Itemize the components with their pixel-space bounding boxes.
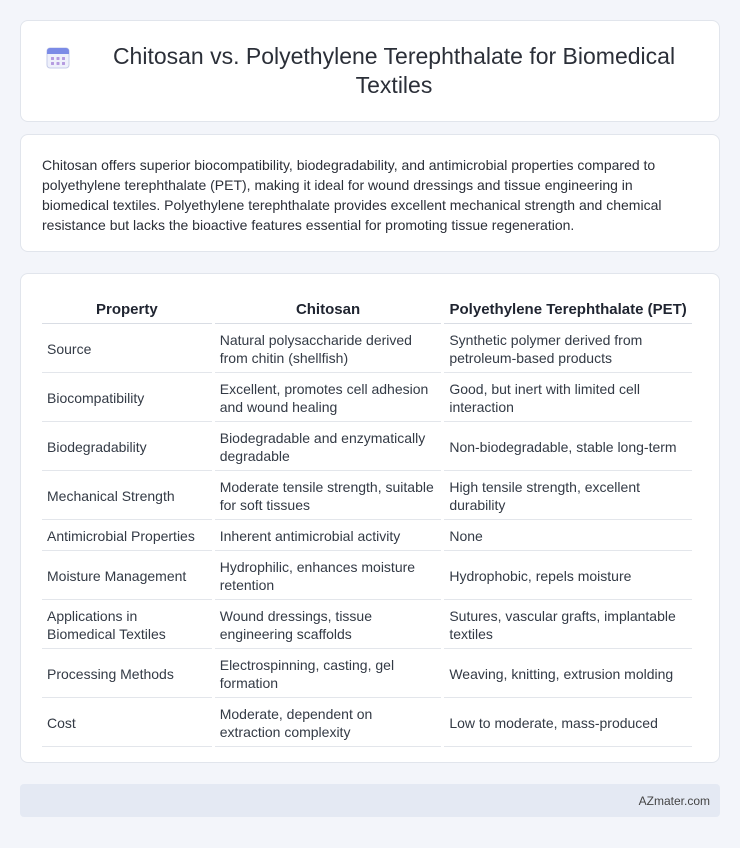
- calendar-icon: [45, 44, 71, 70]
- property-cell: Applications in Biomedical Textiles: [42, 602, 212, 649]
- intro-paragraph: Chitosan offers superior biocompatibility, biodegradability, and antimicrobial properties compared to polyethylene terephthalate (PET), making it ideal for wound dressings and tissue engineering in biomedical textiles. Polyethylene terephthalate provides excellent mechanical strength and chemical resistance but lacks the bioactive features essential for promoting tissue regeneration.: [42, 157, 662, 233]
- table-row: [42, 553, 692, 600]
- footer-site-link[interactable]: AZmater.com: [638, 794, 710, 808]
- property-cell: Biocompatibility: [42, 375, 212, 422]
- pet-cell: High tensile strength, excellent durability: [444, 473, 692, 520]
- table-header-row: [42, 296, 692, 324]
- property-cell: Moisture Management: [42, 553, 212, 600]
- pet-cell: Good, but inert with limited cell interaction: [444, 375, 692, 422]
- chitosan-cell: Inherent antimicrobial activity: [215, 522, 442, 551]
- pet-cell: Low to moderate, mass-produced: [444, 700, 692, 747]
- table-row: [42, 700, 692, 747]
- pet-cell: Synthetic polymer derived from petroleum-based products: [444, 326, 692, 373]
- chitosan-cell: Wound dressings, tissue engineering scaffolds: [215, 602, 442, 649]
- header-chitosan: Chitosan: [215, 296, 442, 324]
- property-cell: Biodegradability: [42, 424, 212, 471]
- property-cell: Antimicrobial Properties: [42, 522, 212, 551]
- property-cell: Processing Methods: [42, 651, 212, 698]
- pet-cell: Weaving, knitting, extrusion molding: [444, 651, 692, 698]
- chitosan-cell: Electrospinning, casting, gel formation: [215, 651, 442, 698]
- table-row: [42, 522, 692, 551]
- property-cell: Source: [42, 326, 212, 373]
- table-row: [42, 651, 692, 698]
- footer: [20, 784, 720, 817]
- table-row: [42, 326, 692, 373]
- header-property: Property: [42, 296, 212, 324]
- comparison-table: [39, 294, 695, 749]
- chitosan-cell: Hydrophilic, enhances moisture retention: [215, 553, 442, 600]
- header-pet: Polyethylene Terephthalate (PET): [444, 296, 692, 324]
- property-cell: Cost: [42, 700, 212, 747]
- chitosan-cell: Biodegradable and enzymatically degradable: [215, 424, 442, 471]
- table-row: [42, 424, 692, 471]
- pet-cell: None: [444, 522, 692, 551]
- chitosan-cell: Moderate, dependent on extraction complexity: [215, 700, 442, 747]
- intro-card: [20, 134, 720, 252]
- chitosan-cell: Excellent, promotes cell adhesion and wound healing: [215, 375, 442, 422]
- title-card: [20, 20, 720, 122]
- pet-cell: Hydrophobic, repels moisture: [444, 553, 692, 600]
- pet-cell: Non-biodegradable, stable long-term: [444, 424, 692, 471]
- table-row: [42, 375, 692, 422]
- pet-cell: Sutures, vascular grafts, implantable textiles: [444, 602, 692, 649]
- table-row: [42, 602, 692, 649]
- chitosan-cell: Natural polysaccharide derived from chitin (shellfish): [215, 326, 442, 373]
- property-cell: Mechanical Strength: [42, 473, 212, 520]
- chitosan-cell: Moderate tensile strength, suitable for soft tissues: [215, 473, 442, 520]
- table-row: [42, 473, 692, 520]
- comparison-table-card: [20, 273, 720, 763]
- page-title: Chitosan vs. Polyethylene Terephthalate for Biomedical Textiles: [112, 43, 676, 98]
